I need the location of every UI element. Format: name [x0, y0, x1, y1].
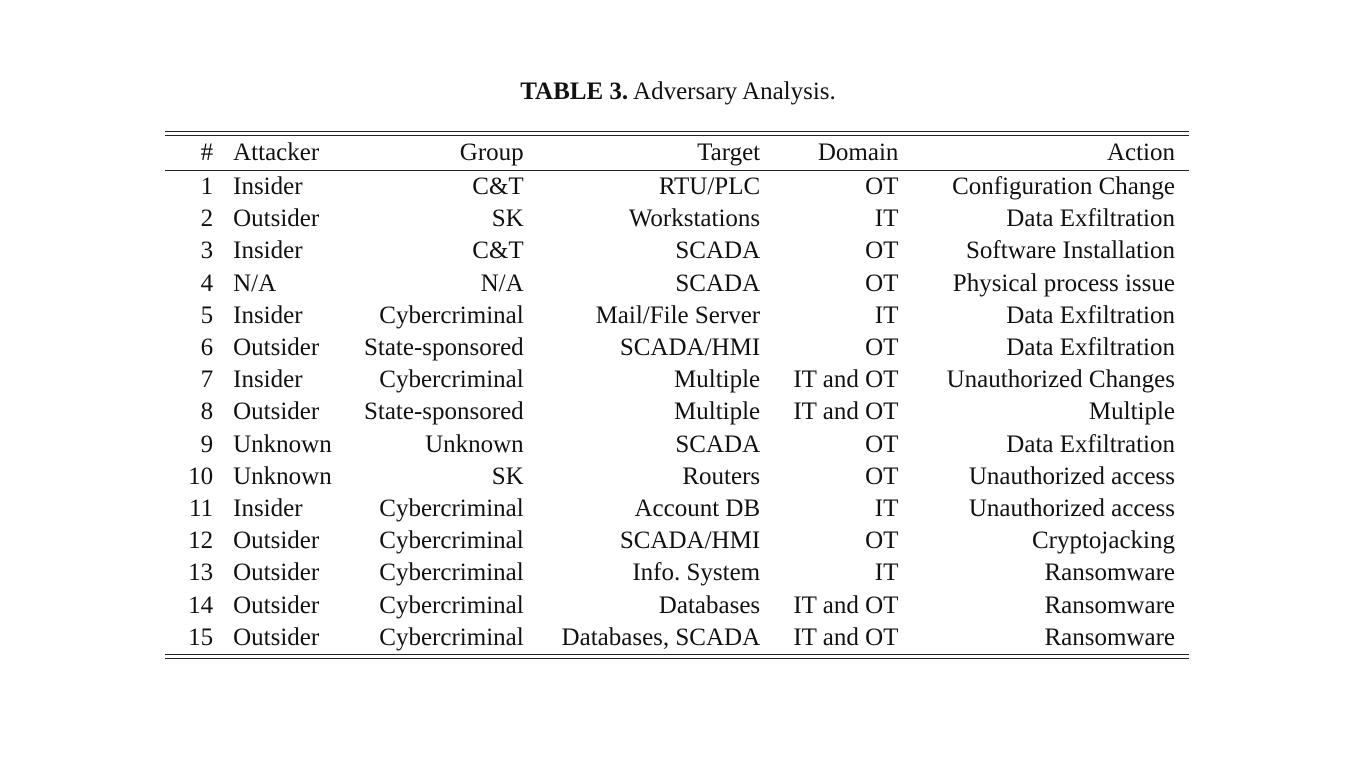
header-action: Action — [1106, 139, 1175, 166]
cell-domain: OT — [865, 173, 899, 201]
table-row — [165, 589, 1189, 621]
cell-num: 8 — [200, 398, 214, 426]
cell-group: Cybercriminal — [379, 301, 524, 329]
cell-group: Cybercriminal — [379, 591, 524, 619]
cell-domain: OT — [865, 237, 899, 265]
cell-action: Ransomware — [1044, 623, 1175, 651]
cell-target: Multiple — [674, 366, 761, 394]
cell-domain: IT and OT — [793, 591, 899, 619]
header-domain: Domain — [817, 139, 899, 166]
table-body-table — [165, 171, 1189, 654]
cell-target: RTU/PLC — [658, 173, 761, 201]
cell-group: Cybercriminal — [379, 559, 524, 587]
cell-num: 6 — [200, 334, 214, 362]
cell-target: SCADA/HMI — [619, 334, 761, 362]
cell-attacker: Outsider — [233, 559, 320, 587]
table-row — [165, 203, 1189, 235]
adversary-table — [165, 131, 1189, 659]
cell-target: Routers — [682, 462, 761, 490]
cell-group: Cybercriminal — [379, 623, 524, 651]
table-row — [165, 364, 1189, 396]
cell-group: C&T — [472, 237, 524, 265]
cell-group: SK — [491, 462, 524, 490]
cell-num: 5 — [200, 301, 214, 329]
table-header — [165, 136, 1189, 170]
cell-group: C&T — [472, 173, 524, 201]
cell-action: Cryptojacking — [1031, 527, 1175, 555]
table-row — [165, 493, 1189, 525]
table-row — [165, 622, 1189, 654]
header-num: # — [200, 139, 214, 166]
cell-target: SCADA — [675, 430, 761, 458]
table-row — [165, 396, 1189, 428]
cell-target: Multiple — [674, 398, 761, 426]
caption-label: TABLE 3. — [520, 78, 629, 105]
cell-action: Data Exfiltration — [1006, 334, 1175, 362]
cell-target: Databases — [658, 591, 761, 619]
cell-num: 7 — [200, 366, 214, 394]
cell-num: 13 — [188, 559, 214, 587]
table-body — [165, 171, 1189, 654]
cell-action: Physical process issue — [952, 269, 1175, 297]
cell-attacker: N/A — [233, 269, 277, 297]
table-row — [165, 332, 1189, 364]
cell-num: 3 — [200, 237, 214, 265]
cell-domain: IT — [874, 205, 899, 233]
cell-group: Cybercriminal — [379, 494, 524, 522]
cell-attacker: Insider — [233, 494, 303, 522]
cell-attacker: Insider — [233, 237, 303, 265]
cell-group: Cybercriminal — [379, 366, 524, 394]
cell-num: 2 — [200, 205, 214, 233]
cell-attacker: Outsider — [233, 591, 320, 619]
cell-domain: IT — [874, 301, 899, 329]
cell-attacker: Insider — [233, 173, 303, 201]
cell-domain: OT — [865, 462, 899, 490]
cell-action: Multiple — [1088, 398, 1175, 426]
cell-attacker: Outsider — [233, 205, 320, 233]
cell-group: State-sponsored — [363, 398, 524, 426]
cell-target: Databases, SCADA — [561, 623, 761, 651]
cell-action: Unauthorized access — [968, 494, 1175, 522]
cell-target: Info. System — [632, 559, 761, 587]
cell-attacker: Insider — [233, 366, 303, 394]
header-row — [165, 136, 1189, 170]
cell-action: Configuration Change — [952, 173, 1175, 201]
table-row — [165, 268, 1189, 300]
cell-action: Data Exfiltration — [1006, 205, 1175, 233]
cell-target: SCADA/HMI — [619, 527, 761, 555]
cell-attacker: Outsider — [233, 334, 320, 362]
cell-attacker: Outsider — [233, 623, 320, 651]
cell-attacker: Outsider — [233, 527, 320, 555]
cell-target: Account DB — [634, 494, 761, 522]
cell-num: 9 — [200, 430, 214, 458]
cell-domain: OT — [865, 334, 899, 362]
header-target: Target — [697, 139, 761, 166]
cell-domain: IT — [874, 559, 899, 587]
table-row — [165, 461, 1189, 493]
cell-domain: IT and OT — [793, 366, 899, 394]
cell-target: Mail/File Server — [595, 301, 761, 329]
table-row — [165, 171, 1189, 203]
header-group: Group — [459, 139, 524, 166]
cell-domain: IT — [874, 494, 899, 522]
table-row — [165, 525, 1189, 557]
table-bottom-rule — [165, 654, 1189, 659]
table-row — [165, 235, 1189, 267]
cell-group: N/A — [480, 269, 524, 297]
cell-domain: IT and OT — [793, 623, 899, 651]
cell-action: Data Exfiltration — [1006, 430, 1175, 458]
cell-num: 15 — [188, 623, 214, 651]
cell-group: SK — [491, 205, 524, 233]
cell-action: Software Installation — [966, 237, 1175, 265]
cell-attacker: Insider — [233, 301, 303, 329]
cell-attacker: Unknown — [233, 462, 332, 490]
cell-action: Data Exfiltration — [1006, 301, 1175, 329]
cell-domain: OT — [865, 527, 899, 555]
cell-attacker: Outsider — [233, 398, 320, 426]
cell-group: State-sponsored — [363, 334, 524, 362]
cell-action: Ransomware — [1044, 591, 1175, 619]
cell-target: SCADA — [675, 237, 761, 265]
table-caption — [0, 76, 1356, 108]
cell-num: 10 — [188, 462, 214, 490]
caption-text: Adversary Analysis. — [633, 78, 836, 105]
cell-num: 12 — [188, 527, 214, 555]
cell-num: 14 — [188, 591, 214, 619]
cell-action: Unauthorized Changes — [946, 366, 1175, 394]
cell-domain: IT and OT — [793, 398, 899, 426]
cell-target: Workstations — [628, 205, 761, 233]
header-attacker: Attacker — [233, 139, 320, 166]
cell-attacker: Unknown — [233, 430, 332, 458]
cell-group: Cybercriminal — [379, 527, 524, 555]
table-row — [165, 557, 1189, 589]
table — [165, 136, 1189, 170]
cell-num: 11 — [189, 494, 214, 522]
cell-num: 1 — [200, 173, 214, 201]
cell-group: Unknown — [425, 430, 524, 458]
cell-action: Unauthorized access — [968, 462, 1175, 490]
cell-action: Ransomware — [1044, 559, 1175, 587]
cell-num: 4 — [200, 269, 214, 297]
table-row — [165, 300, 1189, 332]
cell-domain: OT — [865, 430, 899, 458]
table-row — [165, 429, 1189, 461]
cell-domain: OT — [865, 269, 899, 297]
cell-target: SCADA — [675, 269, 761, 297]
